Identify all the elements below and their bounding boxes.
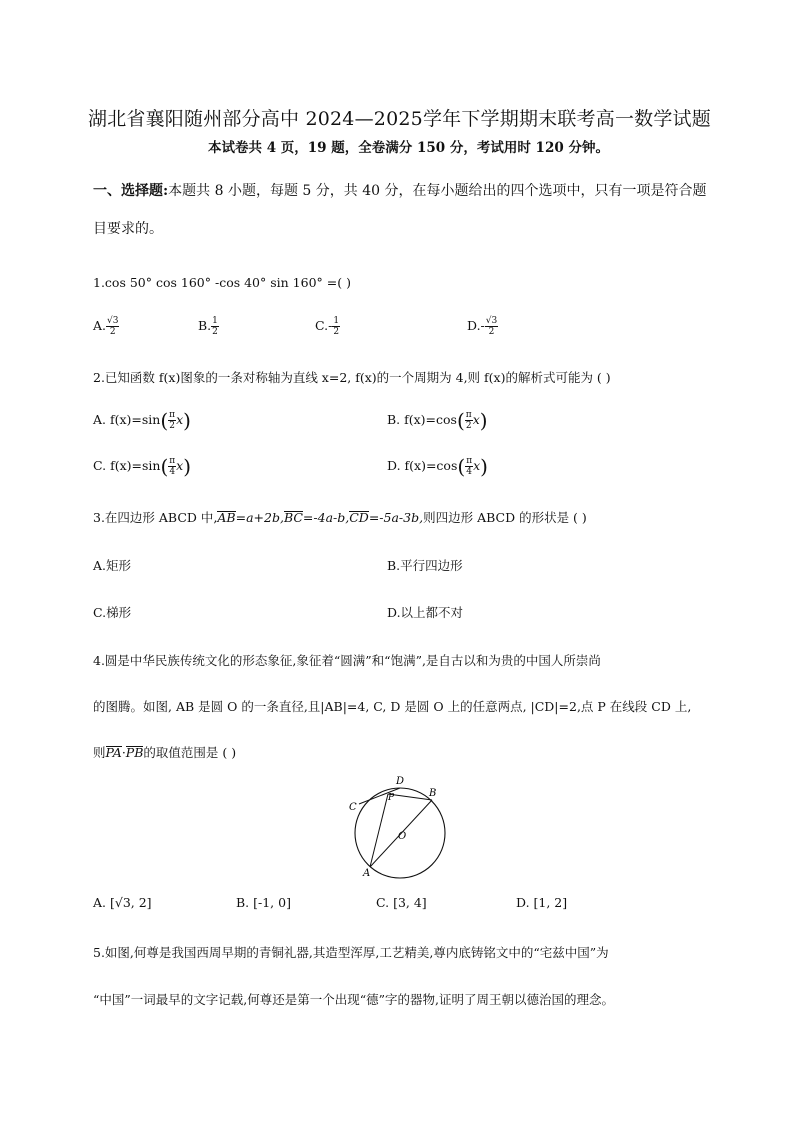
question-1-option-b [198, 316, 219, 337]
numerator: π [466, 456, 473, 466]
numerator: π [465, 410, 472, 420]
numerator: 1 [212, 316, 218, 326]
question-3-option-c: C.梯形 [93, 605, 132, 620]
denominator: 2 [333, 327, 340, 337]
option-label: D.- [467, 318, 485, 333]
label-c: C [349, 802, 357, 813]
question-5-line1: 5.如图,何尊是我国西周早期的青铜礼器,其造型浑厚,工艺精美,尊内底铸铭文中的“宅兹中国”为 [93, 945, 609, 960]
label-p: P [388, 793, 395, 803]
question-4-line1: 4.圆是中华民族传统文化的形态象征,象征着“圆满”和“饱满”,是自古以和为贵的中国人所崇尚 [93, 653, 601, 668]
page-title: 湖北省襄阳随州部分高中 2024—2025学年下学期期末联考高一数学试题 [88, 108, 711, 130]
question-2-option-a: A. f(x)=sin( $\frac{\pi}{2}$ x) [93, 408, 191, 433]
vector-bc-value: =-4a-b, [302, 510, 350, 525]
denominator: 2 [169, 421, 175, 431]
fraction [211, 316, 219, 337]
denominator: 2 [465, 421, 472, 431]
stem-text: 的取值范围是 ( ) [143, 745, 237, 760]
question-4-option-a: A. [√3, 2] [93, 895, 152, 910]
fraction [168, 410, 176, 431]
vector-bc: BC [283, 510, 303, 525]
numerator: π [169, 456, 176, 466]
label-b: B [429, 788, 437, 799]
numerator: √3 [485, 316, 498, 326]
question-3-stem [93, 508, 587, 526]
fraction [106, 316, 119, 337]
fraction [465, 456, 473, 477]
option-label: B. f(x)=cos [387, 412, 457, 427]
question-4-line3 [93, 743, 236, 761]
vector-ab: AB [217, 510, 236, 525]
question-3-option-a: A.矩形 [93, 558, 132, 573]
question-4-line2: 的图腾。如图, AB 是圆 O 的一条直径,且|AB|=4, C, D 是圆 O 上的任意两点, |CD|=2,点 P 在线段 CD 上, [93, 699, 692, 714]
question-5-line2: “中国”一词最早的文字记载,何尊还是第一个出现“德”字的器物,证明了周王朝以德治国的理念。 [93, 992, 615, 1007]
question-1-option-d [467, 316, 498, 337]
denominator: 2 [109, 327, 116, 337]
fraction [168, 456, 176, 477]
question-3-option-b: B.平行四边形 [387, 558, 463, 573]
vector-pa: PA [105, 745, 122, 760]
segment-pa [370, 794, 388, 867]
numerator: π [169, 410, 176, 420]
stem-text: 则四边形 ABCD 的形状是 ( ) [423, 510, 587, 525]
dot-operator: · [121, 745, 126, 760]
option-label: C.- [315, 318, 333, 333]
segment-pb [388, 794, 432, 800]
question-4-option-b: B. [-1, 0] [236, 895, 291, 910]
section-intro-line2: 目要求的。 [93, 221, 163, 237]
exam-info: 本试卷共 4 页，19 题，全卷满分 150 分，考试用时 120 分钟。 [208, 140, 609, 156]
stem-text: 则 [93, 745, 106, 760]
section-heading: 一、选择题: [93, 183, 169, 199]
fraction [465, 410, 473, 431]
circle-diagram [345, 770, 455, 880]
vector-cd-value: =-5a-3b, [368, 510, 424, 525]
question-2-option-c: C. f(x)=sin( $\frac{\pi}{4}$ x) [93, 454, 192, 479]
section-intro-text: 本题共 8 小题，每题 5 分，共 40 分，在每小题给出的四个选项中，只有一项是符合题 [168, 183, 707, 199]
numerator: √3 [107, 316, 119, 326]
variable: x [176, 458, 184, 473]
question-1-option-c [315, 316, 340, 337]
question-1-stem: 1.cos 50° cos 160° -cos 40° sin 160° =( ) [93, 275, 351, 290]
label-a: A [363, 868, 371, 879]
option-label: B. [198, 318, 212, 333]
question-2-option-d: D. f(x)=cos( $\frac{\pi}{4}$ x) [387, 454, 488, 479]
question-1-option-a [93, 316, 119, 337]
option-label: A. [93, 318, 107, 333]
vector-cd: CD [349, 510, 369, 525]
question-4-option-c: C. [3, 4] [376, 895, 427, 910]
denominator: 2 [488, 327, 495, 337]
question-2-option-b: B. f(x)=cos( $\frac{\pi}{2}$ x) [387, 408, 488, 433]
section-intro [93, 180, 707, 200]
fraction [332, 316, 340, 337]
question-4-option-d: D. [1, 2] [516, 895, 568, 910]
numerator: 1 [333, 316, 340, 326]
vector-pb: PB [125, 745, 144, 760]
variable: x [176, 412, 184, 427]
label-d: D [396, 776, 405, 787]
denominator: 4 [169, 467, 176, 477]
denominator: 4 [466, 467, 473, 477]
question-2-stem: 2.已知函数 f(x)图象的一条对称轴为直线 x=2, f(x)的一个周期为 4,则 f(x)的解析式可能为 ( ) [93, 370, 611, 385]
label-o: O [398, 831, 407, 842]
variable: x [473, 458, 481, 473]
fraction [485, 316, 498, 337]
stem-text: 3.在四边形 ABCD 中, [93, 510, 218, 525]
option-label: C. f(x)=sin [93, 458, 161, 473]
question-3-option-d: D.以上都不对 [387, 605, 464, 620]
variable: x [472, 412, 480, 427]
option-label: A. f(x)=sin [93, 412, 161, 427]
denominator: 2 [212, 327, 218, 337]
option-label: D. f(x)=cos [387, 458, 458, 473]
vector-ab-value: =a+2b, [235, 510, 284, 525]
